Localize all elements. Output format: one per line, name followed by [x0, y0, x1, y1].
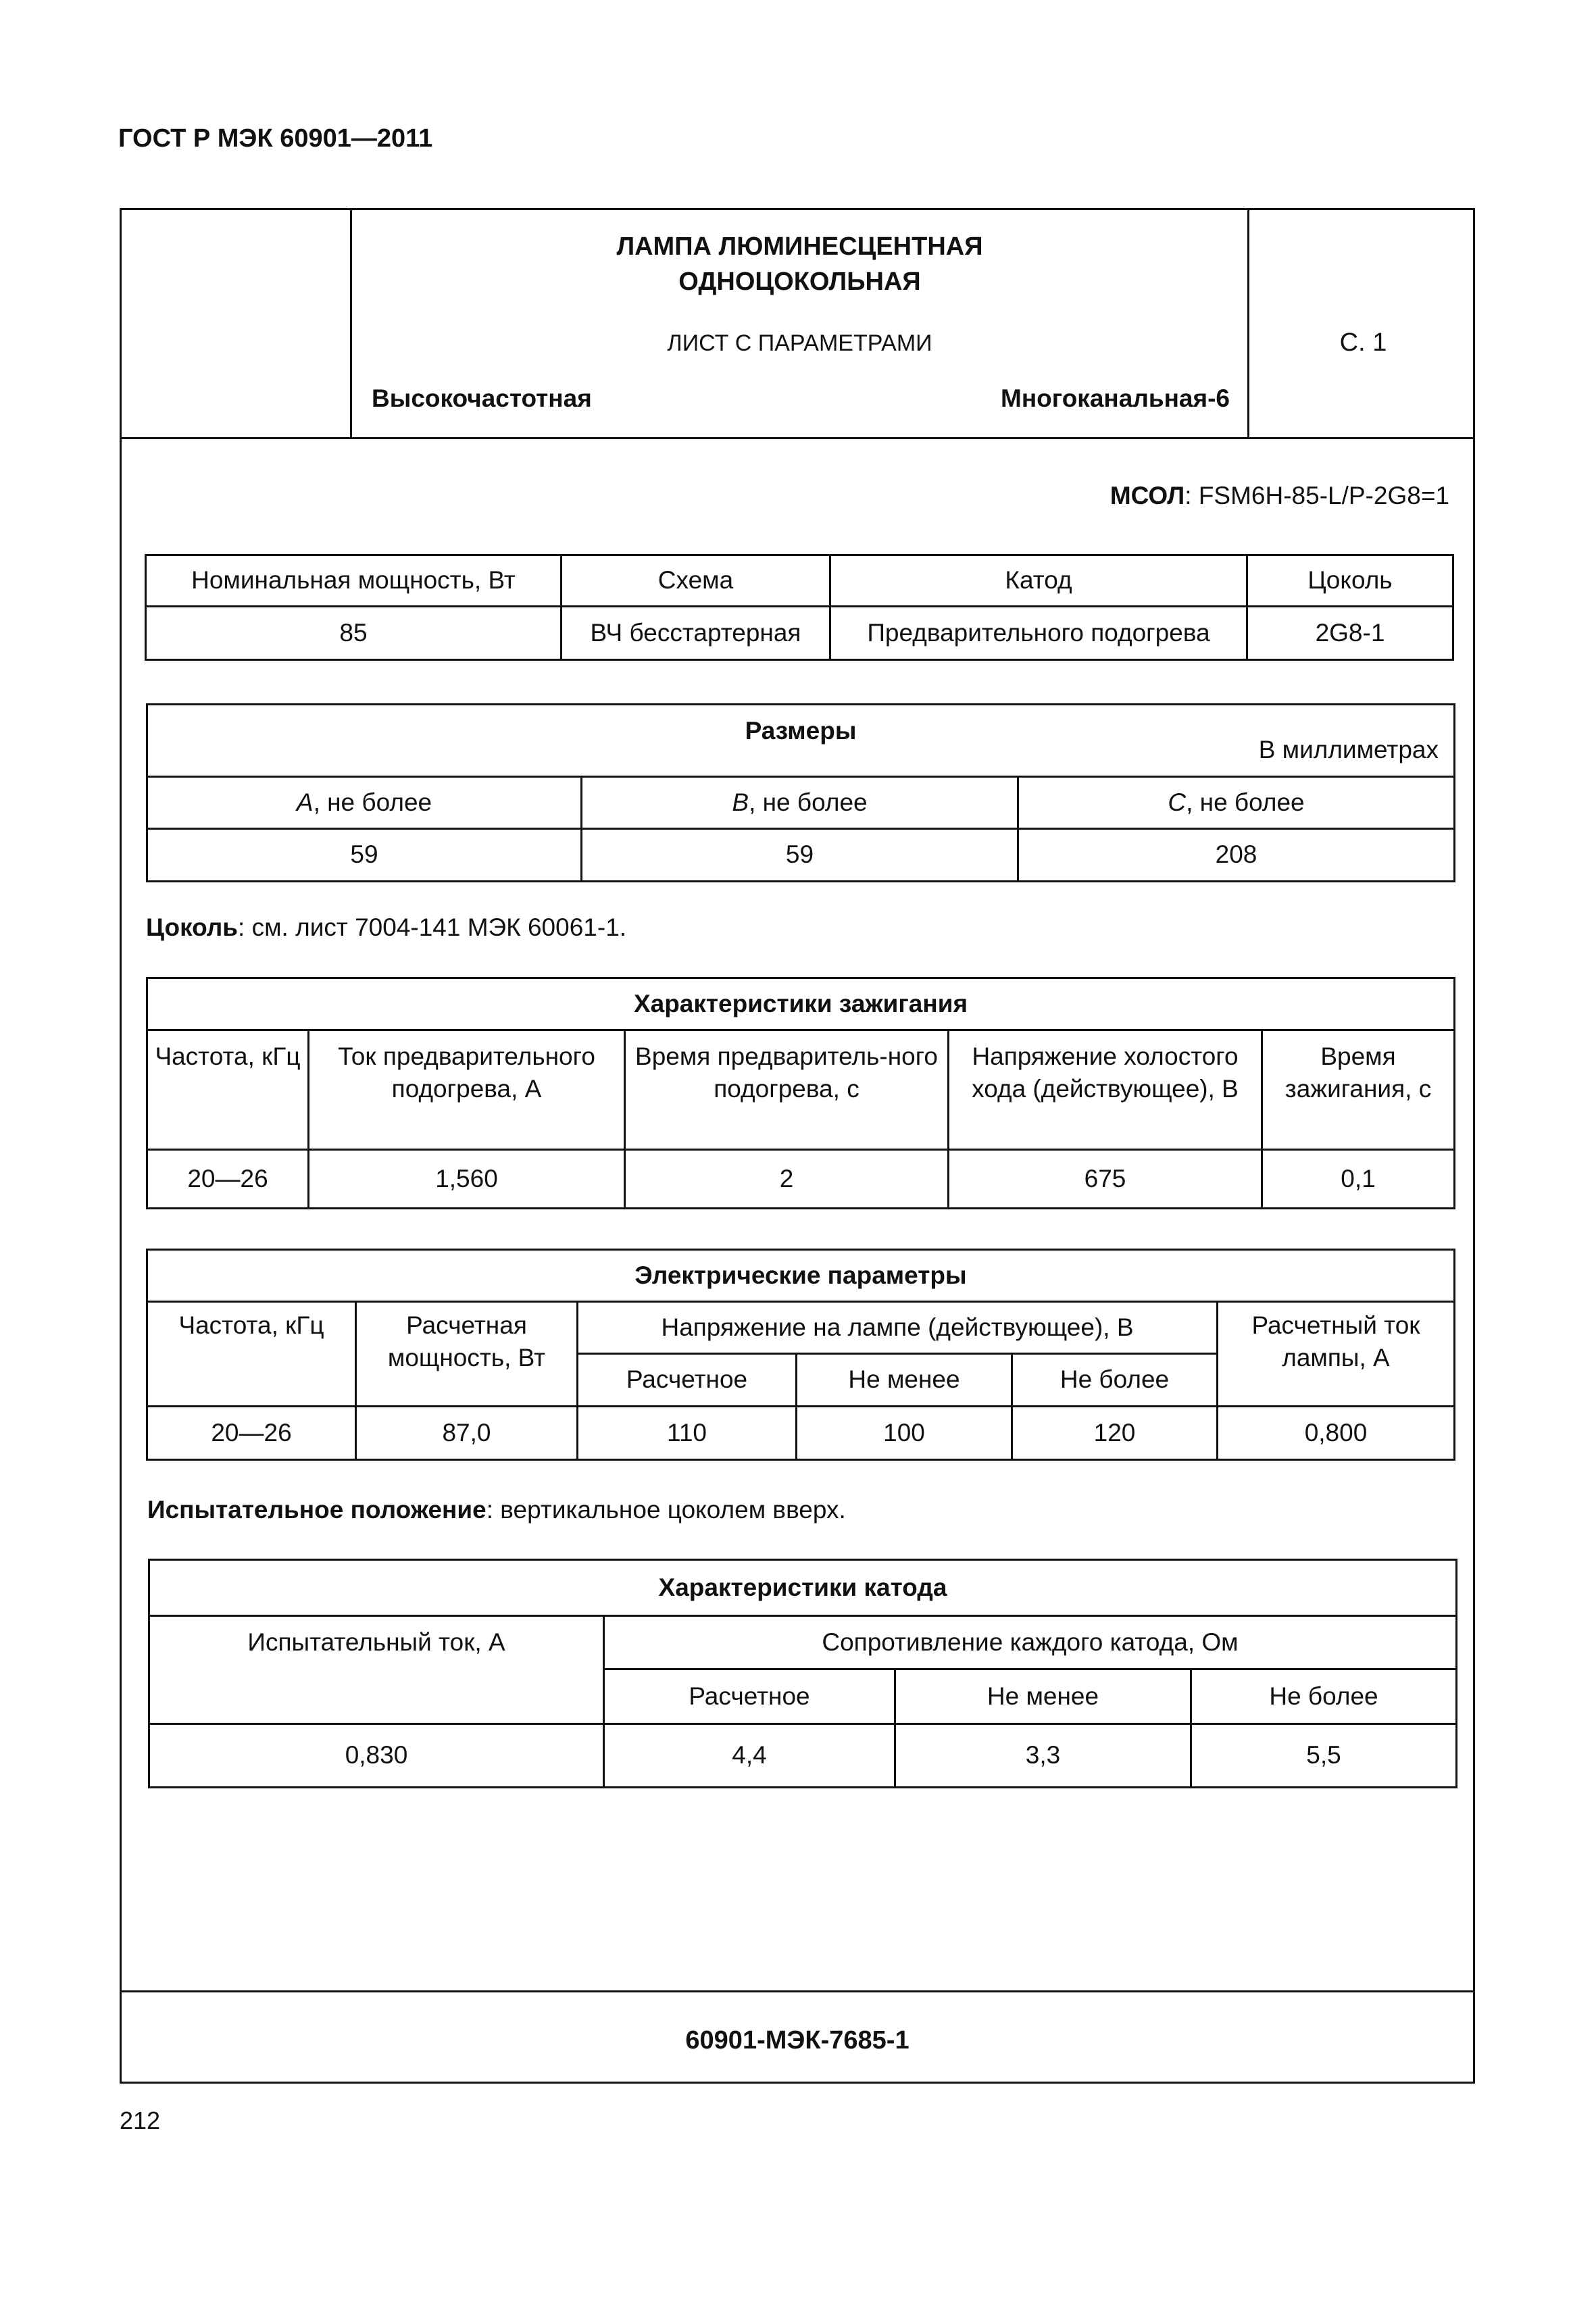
title-line: ОДНОЦОКОЛЬНАЯ — [678, 268, 921, 296]
table-row — [147, 829, 1455, 882]
test-position-label: Испытательное положение — [147, 1496, 487, 1524]
cell: 59 — [582, 829, 1018, 882]
header-cell: Цоколь — [1247, 555, 1453, 607]
dim-label: , не более — [313, 788, 432, 816]
table-title: Характеристики катода — [149, 1560, 1457, 1616]
header-cell: Расчетный ток лампы, А — [1218, 1302, 1455, 1407]
cell: 1,560 — [309, 1150, 625, 1209]
cell: 208 — [1018, 829, 1455, 882]
cell: 59 — [147, 829, 582, 882]
table-title: Размеры — [745, 717, 857, 745]
cell: 2G8-1 — [1247, 607, 1453, 660]
electrical-table — [146, 1249, 1455, 1461]
page-label: С. 1 — [1339, 328, 1387, 357]
cell: 0,800 — [1218, 1407, 1455, 1460]
header-cell: Напряжение холостого хода (действующее), В — [949, 1030, 1262, 1150]
dimensions-title-cell — [147, 705, 1455, 777]
msol-designation — [1110, 482, 1449, 510]
cell: 87,0 — [356, 1407, 578, 1460]
dim-label: , не более — [1186, 788, 1305, 816]
standard-header: ГОСТ Р МЭК 60901—2011 — [118, 124, 433, 153]
base-note-text: : см. лист 7004-141 МЭК 60061-1. — [238, 913, 627, 941]
header-cell: Катод — [830, 555, 1247, 607]
header-cell: Испытательный ток, А — [149, 1616, 604, 1724]
cell: ВЧ бесстартерная — [562, 607, 830, 660]
msol-label: МСОЛ — [1109, 482, 1185, 509]
cell: 120 — [1012, 1407, 1218, 1460]
cathode-table — [148, 1559, 1457, 1788]
dim-label: , не более — [749, 788, 868, 816]
header-cell: Расчетная мощность, Вт — [356, 1302, 578, 1407]
sheet-title — [352, 229, 1247, 299]
table-row — [147, 1150, 1455, 1209]
frequency-type: Высокочастотная — [372, 384, 592, 412]
channel-type: Многоканальная-6 — [1001, 384, 1230, 412]
table-title: Электрические параметры — [147, 1250, 1455, 1302]
header-cell: Схема — [562, 555, 830, 607]
base-note — [146, 913, 626, 942]
table-title: Характеристики зажигания — [147, 978, 1455, 1030]
cell: 4,4 — [604, 1724, 895, 1788]
dimensions-table — [146, 703, 1455, 882]
subheader-cell: Расчетное — [578, 1354, 797, 1407]
dim-letter: A — [296, 788, 314, 816]
divider — [122, 437, 1473, 439]
unit-note: В миллиметрах — [1258, 736, 1439, 763]
page-number: 212 — [120, 2107, 161, 2134]
sheet-code: 60901-МЭК-7685-1 — [685, 2026, 909, 2055]
cell: 20—26 — [147, 1150, 309, 1209]
cell: 5,5 — [1191, 1724, 1457, 1788]
main-table — [145, 554, 1454, 661]
cell: 2 — [625, 1150, 949, 1209]
header-cell — [147, 777, 582, 829]
table-row — [146, 607, 1453, 660]
header-cell: Сопротивление каждого катода, Ом — [604, 1616, 1457, 1669]
subheader-cell: Не более — [1012, 1354, 1218, 1407]
subheader-cell: Не более — [1191, 1669, 1457, 1724]
dim-letter: C — [1168, 788, 1187, 816]
cell: 675 — [949, 1150, 1262, 1209]
subheader-cell: Расчетное — [604, 1669, 895, 1724]
cell: 20—26 — [147, 1407, 356, 1460]
cell: 3,3 — [895, 1724, 1191, 1788]
divider — [1247, 210, 1249, 439]
base-note-label: Цоколь — [146, 913, 239, 941]
msol-value: : FSM6H-85-L/P-2G8=1 — [1184, 482, 1449, 509]
dim-letter: B — [732, 788, 749, 816]
header-cell: Время предваритель-ного подогрева, с — [625, 1030, 949, 1150]
header-cell: Частота, кГц — [147, 1302, 356, 1407]
header-cell: Время зажигания, с — [1262, 1030, 1455, 1150]
cell: 85 — [146, 607, 562, 660]
cell: 110 — [578, 1407, 797, 1460]
header-cell: Частота, кГц — [147, 1030, 309, 1150]
header-cell: Номинальная мощность, Вт — [146, 555, 562, 607]
cell: 100 — [797, 1407, 1012, 1460]
header-cell — [582, 777, 1018, 829]
test-position-note — [147, 1496, 846, 1524]
header-cell — [1018, 777, 1455, 829]
subheader-cell: Не менее — [797, 1354, 1012, 1407]
test-position-text: : вертикальное цоколем вверх. — [486, 1496, 846, 1524]
header-cell: Ток предварительного подогрева, А — [309, 1030, 625, 1150]
ignition-table — [146, 977, 1455, 1209]
table-row — [149, 1724, 1457, 1788]
header-cell: Напряжение на лампе (действующее), В — [578, 1302, 1218, 1354]
cell: Предварительного подогрева — [830, 607, 1247, 660]
table-row — [147, 1407, 1455, 1460]
cell: 0,1 — [1262, 1150, 1455, 1209]
subheader-cell: Не менее — [895, 1669, 1191, 1724]
cell: 0,830 — [149, 1724, 604, 1788]
sheet-subtitle: ЛИСТ С ПАРАМЕТРАМИ — [667, 330, 932, 356]
divider — [122, 1990, 1473, 1992]
title-line: ЛАМПА ЛЮМИНЕСЦЕНТНАЯ — [616, 232, 983, 261]
